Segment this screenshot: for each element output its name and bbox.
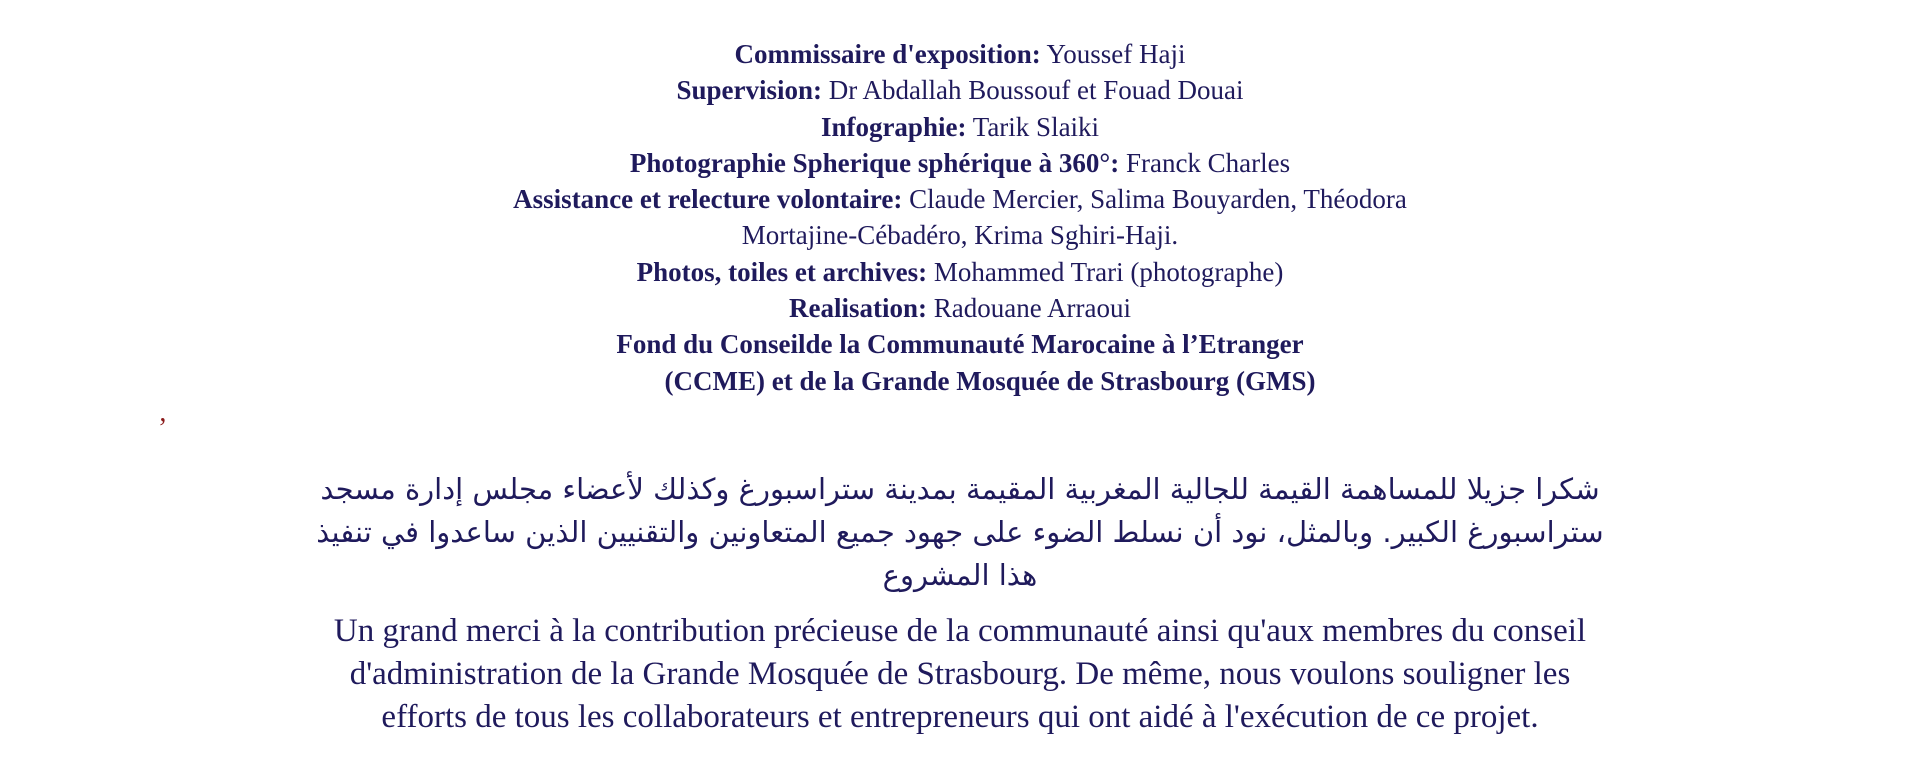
credit-name: Radouane Arraoui [927,293,1131,324]
french-line: efforts de tous les collaborateurs et entrepreneurs qui ont aidé à l'exécution de ce projet. [381,699,1539,735]
credit-name: Mortajine-Cébadéro, Krima Sghiri-Haji. [741,220,1179,251]
credit-line-infographics [0,109,1920,145]
french-thanks-paragraph [0,610,1920,739]
french-line: d'administration de la Grande Mosquée de Strasbourg. De même, nous voulons souligner les [349,656,1571,692]
credit-role: Photos, toiles et archives: [636,256,928,287]
credit-role: (CCME) et de la Grande Mosquée de Strasbourg (GMS) [664,365,1316,396]
french-line: Un grand merci à la contribution précieuse de la communauté ainsi qu'aux membres du conseil [333,613,1587,649]
credit-role: Supervision: [676,75,823,106]
credit-line-assistance [0,181,1920,217]
credit-line-funding [0,326,1920,362]
credit-role: Commissaire d'exposition: [734,39,1041,69]
credit-role: Realisation: [789,293,928,324]
credit-role: Assistance et relecture volontaire: [513,184,903,215]
credit-line-supervision [0,72,1920,108]
arabic-line: شكرا جزيلا للمساهمة القيمة للجالية المغربية المقيمة بمدينة ستراسبورغ وكذلك لأعضاء مجلس إدارة مسجد [320,472,1600,506]
stray-apostrophe-mark: ’ [158,413,168,444]
credit-role: Infographie: [820,111,967,142]
credits-block [0,36,1920,399]
credit-line-photography [0,145,1920,181]
credit-name: Dr Abdallah Boussouf et Fouad Douai [822,75,1244,106]
credit-line-photos [0,254,1920,290]
arabic-line: هذا المشروع [882,558,1038,592]
credit-line-realisation [0,290,1920,326]
credit-name: Mohammed Trari (photographe) [927,256,1284,287]
credit-role: Photographie Spherique sphérique à 360°: [629,147,1120,178]
credit-line-curator [0,36,1920,72]
credit-name: Franck Charles [1119,147,1291,178]
credit-name: Claude Mercier, Salima Bouyarden, Théodora [902,184,1407,215]
arabic-thanks-paragraph [0,468,1920,597]
credit-line-assistance-cont [0,217,1920,253]
credit-name: Youssef Haji [1040,39,1186,69]
arabic-line: ستراسبورغ الكبير. وبالمثل، نود أن نسلط الضوء على جهود جميع المتعاونين والتقنيين الذين ساعدوا في تنفيذ [316,515,1604,549]
credit-line-funding-cont [0,363,1920,399]
credit-role: Fond du Conseilde la Communauté Marocaine à l’Etranger [616,329,1304,360]
credit-name: Tarik Slaiki [966,111,1100,142]
